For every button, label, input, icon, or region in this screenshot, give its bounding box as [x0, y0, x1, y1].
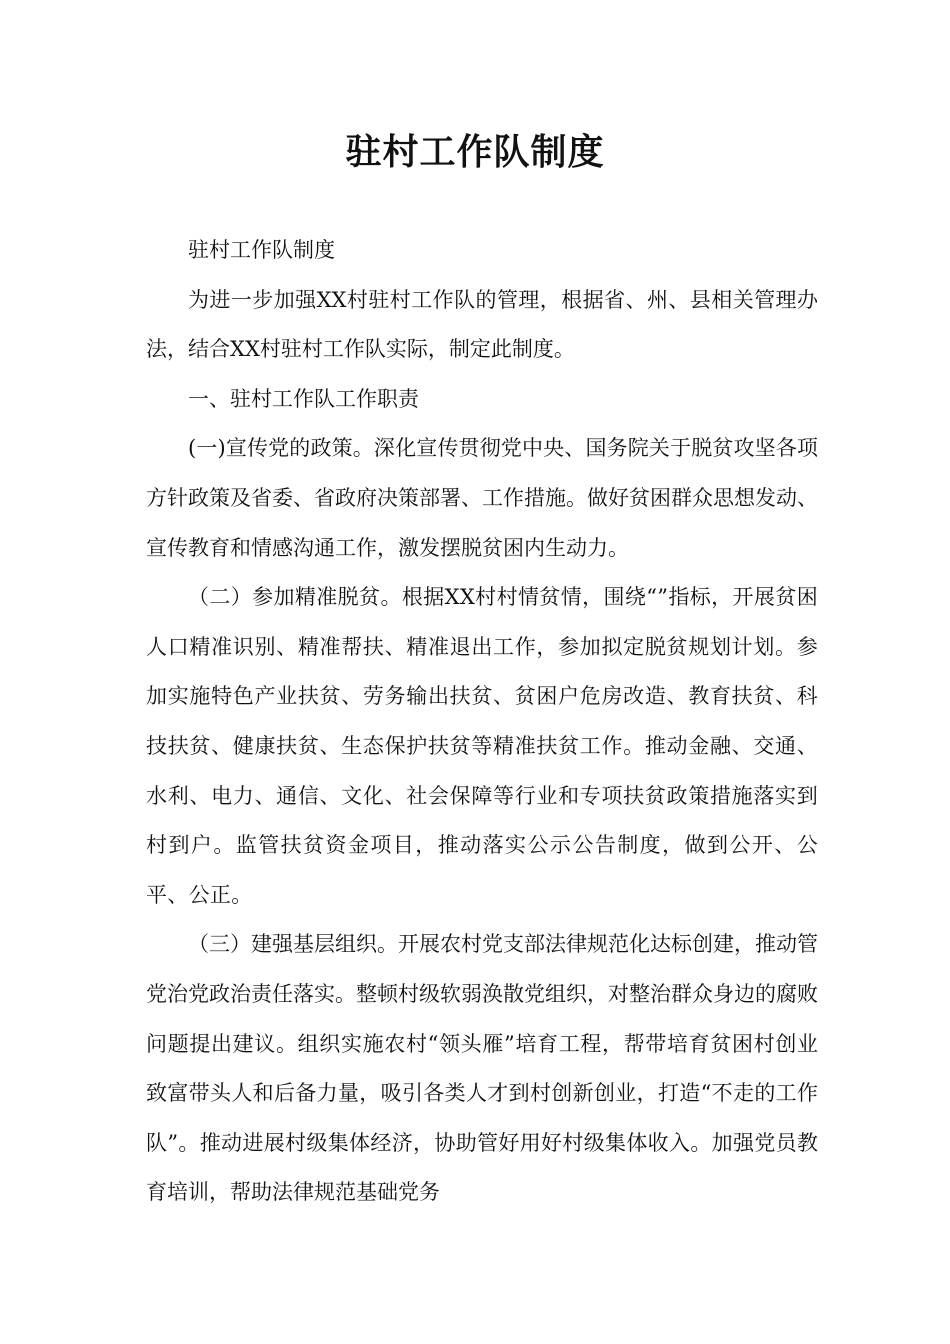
document-body: [146, 226, 818, 1218]
paragraph-item-1: (一)宣传党的政策。深化宣传贯彻党中央、国务院关于脱贫攻坚各项方针政策及省委、省政府决策部署、工作措施。做好贫困群众思想发动、宣传教育和情感沟通工作，激发摆脱贫困内生动力。: [146, 436, 818, 560]
section-heading-duties: 一、驻村工作队工作职责: [188, 386, 419, 411]
paragraph-subtitle: 驻村工作队制度: [188, 238, 335, 262]
paragraph-intro: 为进一步加强XX村驻村工作队的管理，根据省、州、县相关管理办法，结合XX村驻村工作队实际，制定此制度。: [146, 287, 818, 362]
paragraph-item-2: （二）参加精准脱贫。根据XX村村情贫情，围绕“”指标，开展贫困人口精准识别、精准帮扶、精准退出工作，参加拟定脱贫规划计划。参加实施特色产业扶贫、劳务输出扶贫、贫困户危房改造、教育扶贫、科技扶贫、健康扶贫、生态保护扶贫等精准扶贫工作。推动金融、交通、水利、电力、通信、文化、社会保障等行业和专项扶贫政策措施落实到村到户。监管扶贫资金项目，推动落实公示公告制度，做到公开、公平、公正。: [146, 585, 818, 907]
document-title: 驻村工作队制度: [345, 132, 605, 173]
paragraph-item-3: （三）建强基层组织。开展农村党支部法律规范化达标创建，推动管党治党政治责任落实。整顿村级软弱涣散党组织，对整治群众身边的腐败问题提出建议。组织实施农村“领头雁”培育工程，帮带培育贫困村创业致富带头人和后备力量，吸引各类人才到村创新创业，打造“不走的工作队”。推动进展村级集体经济，协助管好用好村级集体收入。加强党员教育培训，帮助法律规范基础党务: [146, 932, 818, 1205]
